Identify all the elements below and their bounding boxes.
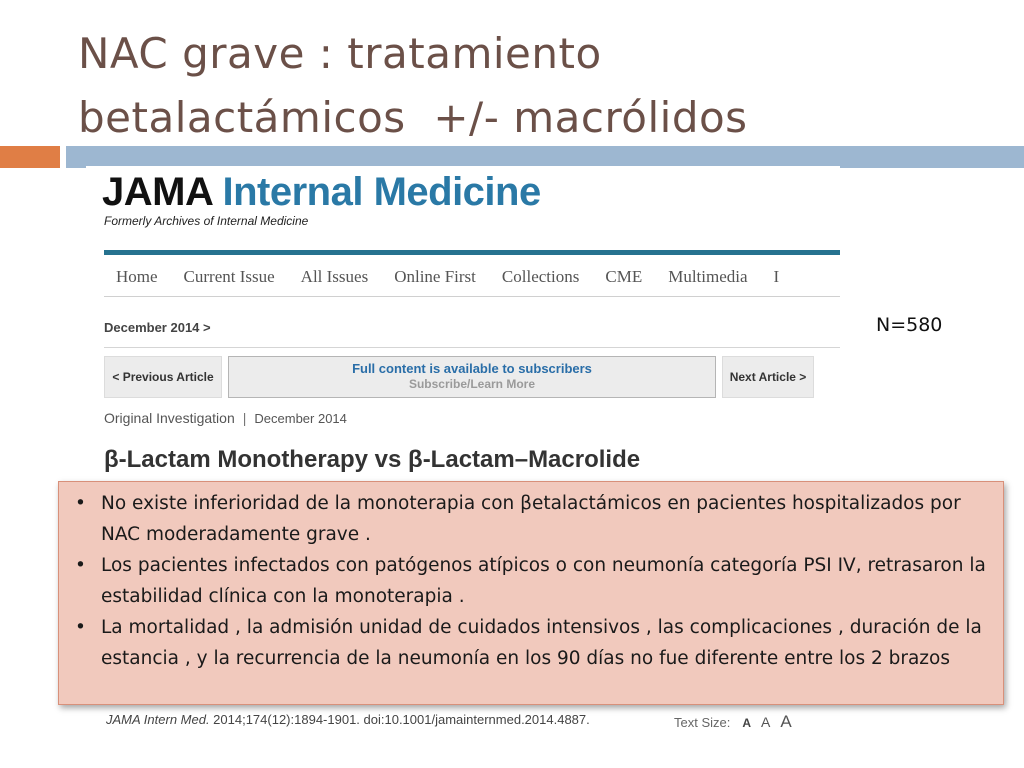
- finding-item: • La mortalidad , la admisión unidad de cuidados intensivos , las complicaciones , duración de la estancia , y la recurrencia de la neumonía en los 90 días no fue diferente entre los 2 brazos: [71, 612, 987, 674]
- text-size-control: [674, 712, 792, 732]
- next-article-button[interactable]: Next Article >: [722, 356, 814, 398]
- text-size-label: Text Size:: [674, 715, 731, 730]
- article-citation: [106, 712, 590, 727]
- journal-subtitle: Formerly Archives of Internal Medicine: [104, 214, 309, 228]
- subscription-box[interactable]: [228, 356, 716, 398]
- header-rule: [104, 250, 840, 255]
- jama-logo-word: JAMA: [102, 170, 212, 214]
- text-size-small-button[interactable]: A: [742, 716, 752, 730]
- sample-size-label: N=580: [876, 314, 943, 336]
- findings-list: [71, 488, 987, 674]
- nav-item-multimedia[interactable]: Multimedia: [668, 267, 748, 286]
- issue-link[interactable]: December 2014 >: [104, 320, 211, 335]
- nav-item-collections[interactable]: Collections: [501, 267, 580, 286]
- findings-callout: [58, 481, 1004, 705]
- finding-item: • Los pacientes infectados con patógenos atípicos o con neumonía categoría PSI IV, retrasaron la estabilidad clínica con la monoterapia .: [71, 550, 987, 612]
- text-size-medium-button[interactable]: A: [761, 714, 771, 730]
- jama-logo-title: Internal Medicine: [222, 170, 541, 214]
- article-meta: [104, 410, 347, 426]
- citation-journal: JAMA Intern Med.: [106, 712, 210, 727]
- article-date: December 2014: [254, 411, 347, 426]
- meta-separator: |: [242, 410, 247, 426]
- jama-logo[interactable]: [102, 168, 541, 216]
- nav-item-current-issue[interactable]: Current Issue: [183, 267, 275, 286]
- finding-item: • No existe inferioridad de la monoterapia con βetalactámicos en pacientes hospitalizados por NAC moderadamente grave .: [71, 488, 987, 550]
- subscription-notice: Full content is available to subscribers: [352, 361, 592, 376]
- nav-item-home[interactable]: Home: [116, 267, 158, 286]
- divider: [104, 347, 840, 348]
- nav-item-online-first[interactable]: Online First: [394, 267, 476, 286]
- subscribe-link[interactable]: Subscribe/Learn More: [408, 377, 536, 391]
- accent-bar-blue: [66, 146, 1024, 168]
- journal-nav: [104, 258, 840, 297]
- slide-title: [78, 22, 978, 150]
- article-type: Original Investigation: [104, 410, 235, 426]
- slide-title-line-1: NAC grave : tratamiento: [78, 29, 602, 78]
- article-title: β-Lactam Monotherapy vs β-Lactam–Macrolide: [104, 446, 641, 473]
- slide-title-line-2: betalactámicos +/- macrólidos: [78, 93, 748, 142]
- text-size-large-button[interactable]: A: [780, 712, 792, 731]
- nav-item-truncated[interactable]: I: [773, 267, 780, 286]
- nav-item-all-issues[interactable]: All Issues: [300, 267, 369, 286]
- citation-details: 2014;174(12):1894-1901. doi:10.1001/jamainternmed.2014.4887.: [209, 712, 590, 727]
- previous-article-button[interactable]: < Previous Article: [104, 356, 222, 398]
- accent-bar-orange: [0, 146, 60, 168]
- nav-item-cme[interactable]: CME: [605, 267, 643, 286]
